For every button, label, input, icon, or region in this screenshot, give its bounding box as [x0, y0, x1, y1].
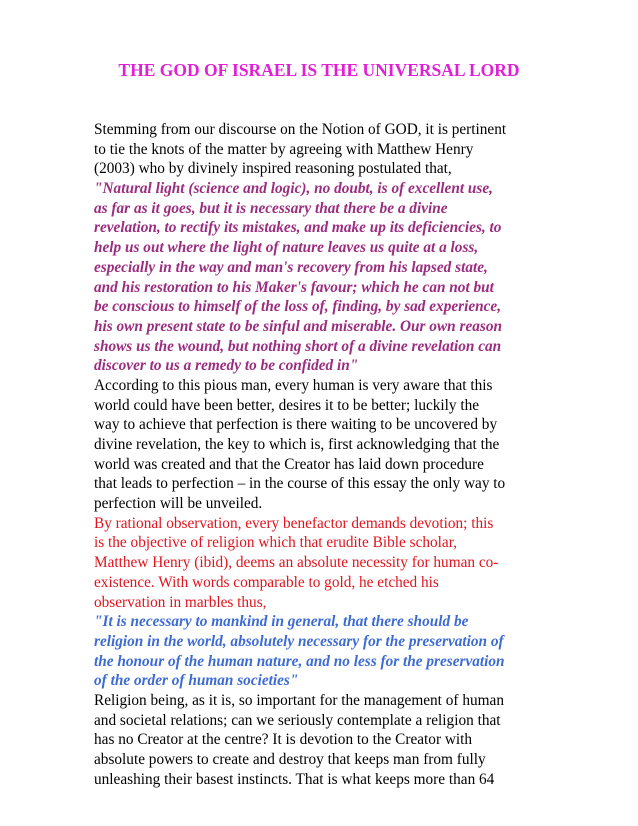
text-line: divine revelation, the key to which is, first acknowledging that the [94, 436, 500, 453]
text-line: "Natural light (science and logic), no doubt, is of excellent use, [94, 180, 493, 198]
text-line: that leads to perfection – in the course of this essay the only way to [94, 475, 506, 493]
text-line: Religion being, as it is, so important for the management of human [94, 691, 504, 709]
text-line: Matthew Henry (ibid), deems an absolute necessity for human co- [94, 554, 499, 572]
text-line: existence. With words comparable to gold, he etched his [94, 573, 439, 591]
text-line: (2003) who by divinely inspired reasoning postulated that, [94, 160, 452, 178]
text-line: shows us the wound, but nothing short of a divine revelation can [94, 337, 502, 355]
text-line: help us out where the light of nature leaves us quite at a loss, [94, 239, 479, 257]
text-line: the honour of the human nature, and no less for the preservation [94, 652, 505, 670]
text-line: to tie the knots of the matter by agreeing with Matthew Henry [94, 140, 474, 158]
text-line: and his restoration to his Maker's favour; which he can not but [94, 278, 494, 296]
text-line: perfection will be unveiled. [94, 495, 263, 513]
text-line: religion in the world, absolutely necessary for the preservation of [94, 632, 504, 650]
text-line: especially in the way and man's recovery from his lapsed state, [94, 258, 488, 276]
text-line: "It is necessary to mankind in general, that there should be [94, 613, 469, 631]
text-line: his own present state to be sinful and miserable. Our own reason [94, 317, 502, 335]
text-line: discover to us a remedy to be confided in" [94, 357, 359, 375]
text-line: as far as it goes, but it is necessary that there be a divine [94, 199, 448, 217]
text-line: According to this pious man, every human is very aware that this [94, 376, 493, 394]
text-line: world was created and that the Creator has laid down procedure [94, 455, 484, 473]
text-line: has no Creator at the centre? It is devotion to the Creator with [94, 731, 473, 749]
body-text [94, 120, 554, 789]
text-line: revelation, to rectify its mistakes, and make up its deficiencies, to [94, 219, 502, 237]
text-line: way to achieve that perfection is there waiting to be uncovered by [94, 416, 498, 434]
text-line: be conscious to himself of the loss of, finding, by sad experience, [94, 298, 502, 316]
text-line: of the order of human societies" [94, 672, 299, 690]
text-line: By rational observation, every benefactor demands devotion; this [94, 514, 494, 532]
text-line: observation in marbles thus, [94, 593, 267, 611]
text-line: Stemming from our discourse on the Notion of GOD, it is pertinent [94, 121, 507, 138]
text-line: is the objective of religion which that erudite Bible scholar, [94, 534, 458, 552]
text-line: and societal relations; can we seriously contemplate a religion that [94, 711, 501, 729]
text-line: world could have been better, desires it to be better; luckily the [94, 396, 480, 414]
text-line: absolute powers to create and destroy that keeps man from fully [94, 751, 486, 768]
page-title: THE GOD OF ISRAEL IS THE UNIVERSAL LORD [118, 60, 520, 80]
text-line: unleashing their basest instincts. That is what keeps more than 64 [94, 770, 495, 788]
